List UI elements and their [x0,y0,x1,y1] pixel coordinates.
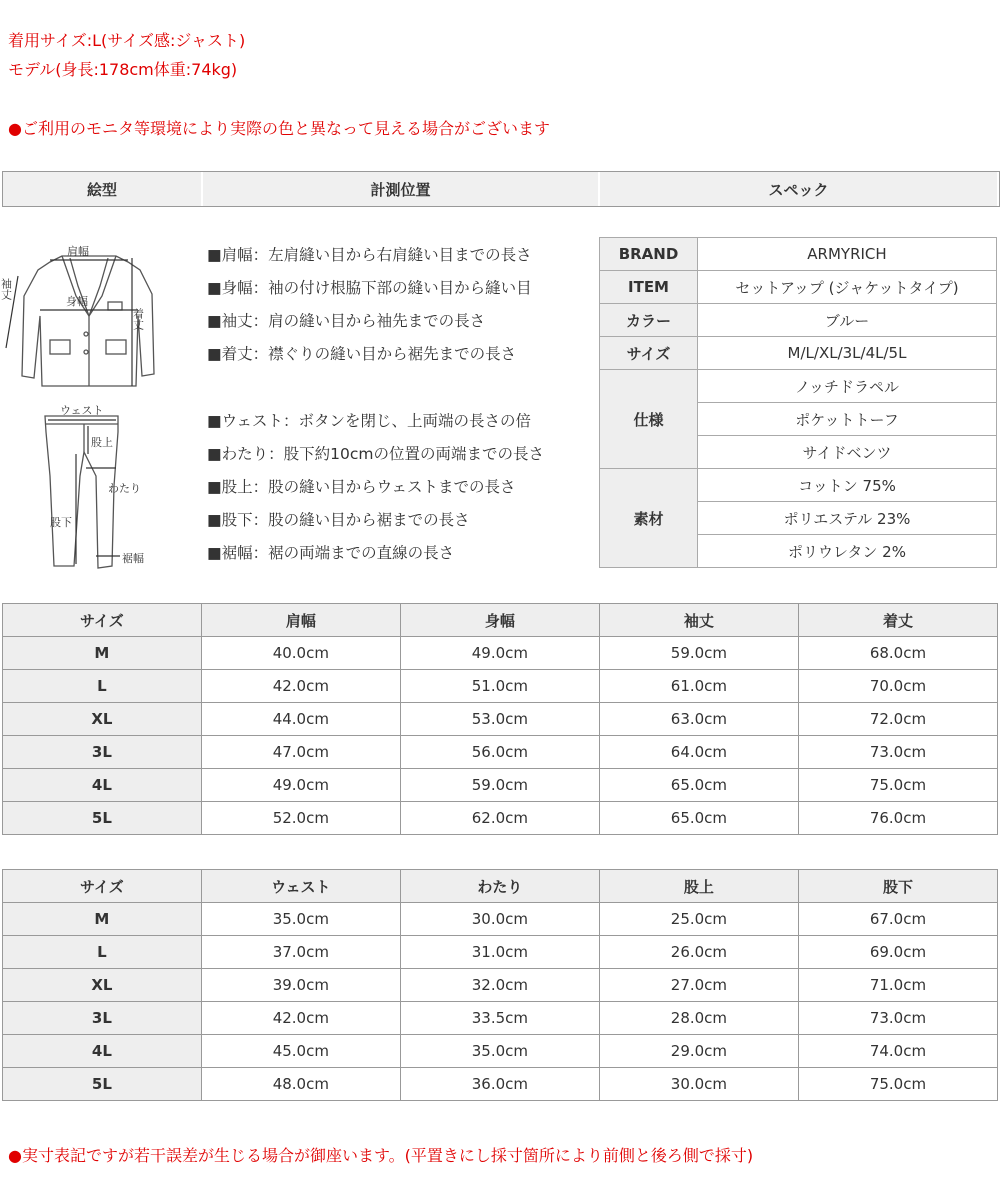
spec-table [599,237,997,568]
table-cell: 73.0cm [798,736,997,769]
size-cell: L [3,670,202,703]
column-header: サイズ [3,870,202,903]
table-cell: 64.0cm [599,736,798,769]
table-cell: 39.0cm [201,969,400,1002]
spec-value: ポリウレタン 2% [698,535,997,568]
table-cell: 75.0cm [798,1068,997,1101]
size-cell: XL [3,969,202,1002]
table-cell: 35.0cm [201,903,400,936]
size-cell: M [3,637,202,670]
table-cell: 67.0cm [798,903,997,936]
table-row [3,936,998,969]
garment-diagram [0,236,200,574]
column-header: 肩幅 [201,604,400,637]
label-body: 身幅 [66,295,88,308]
table-cell: 53.0cm [400,703,599,736]
table-cell: 69.0cm [798,936,997,969]
spec-row-size [600,337,997,370]
table-cell: 56.0cm [400,736,599,769]
column-header: 袖丈 [599,604,798,637]
size-cell: 5L [3,1068,202,1101]
header-spec: スペック [600,172,999,206]
label-hem: 裾幅 [122,552,144,565]
table-cell: 31.0cm [400,936,599,969]
table-row [3,969,998,1002]
measure-desc-rise: ■股上：股の縫い目からウェストまでの長さ [207,478,516,496]
table-cell: 59.0cm [599,637,798,670]
table-cell: 44.0cm [201,703,400,736]
table-row [3,802,998,835]
size-cell: 5L [3,802,202,835]
table-cell: 27.0cm [599,969,798,1002]
measure-desc-hem: ■裾幅：裾の両端までの直線の長さ [207,544,455,562]
header-illustration: 絵型 [3,172,203,206]
size-cell: XL [3,703,202,736]
spec-row-detail [600,370,997,403]
label-length: 着丈 [131,308,145,330]
column-header: 身幅 [400,604,599,637]
table-cell: 72.0cm [798,703,997,736]
color-note-text: ●ご利用のモニタ等環境により実際の色と異なって見える場合がございます [8,119,550,138]
measure-desc-inseam: ■股下：股の縫い目から裾までの長さ [207,511,470,529]
table-row [3,903,998,936]
table-cell: 65.0cm [599,802,798,835]
table-row [3,1068,998,1101]
label-inseam: 股下 [50,516,72,529]
table-header-row [3,870,998,903]
table-cell: 40.0cm [201,637,400,670]
size-cell: 3L [3,1002,202,1035]
spec-value: ARMYRICH [698,238,997,271]
table-cell: 74.0cm [798,1035,997,1068]
table-cell: 42.0cm [201,1002,400,1035]
table-cell: 52.0cm [201,802,400,835]
size-cell: 4L [3,1035,202,1068]
pants-size-table [2,869,998,1101]
table-cell: 62.0cm [400,802,599,835]
table-cell: 48.0cm [201,1068,400,1101]
spec-value: コットン 75% [698,469,997,502]
spec-value: ポケットトーフ [698,403,997,436]
size-cell: L [3,936,202,969]
table-cell: 68.0cm [798,637,997,670]
table-row [3,703,998,736]
spec-value: サイドベンツ [698,436,997,469]
measure-desc-sleeve: ■袖丈：肩の縫い目から袖先までの長さ [207,312,486,330]
table-cell: 36.0cm [400,1068,599,1101]
spec-value: ポリエステル 23% [698,502,997,535]
table-row [3,637,998,670]
size-worn-text: 着用サイズ:L(サイズ感:ジャスト) [8,31,246,50]
spec-key: サイズ [600,337,698,370]
header-measure-position: 計測位置 [203,172,600,206]
spec-key: カラー [600,304,698,337]
spec-key: BRAND [600,238,698,271]
size-cell: 4L [3,769,202,802]
table-cell: 76.0cm [798,802,997,835]
label-shoulder: 肩幅 [67,245,89,258]
measure-desc-body: ■身幅：袖の付け根脇下部の縫い目から縫い目 [207,279,532,297]
size-cell: M [3,903,202,936]
jacket-size-table [2,603,998,835]
table-cell: 75.0cm [798,769,997,802]
table-cell: 65.0cm [599,769,798,802]
spec-value: M/L/XL/3L/4L/5L [698,337,997,370]
measure-desc-shoulder: ■肩幅：左肩縫い目から右肩縫い目までの長さ [207,246,532,264]
table-cell: 63.0cm [599,703,798,736]
table-cell: 61.0cm [599,670,798,703]
footer-note-text: ●実寸表記ですが若干誤差が生じる場合が御座います。(平置きにし採寸箇所により前側と後ろ側で採寸) [8,1146,754,1165]
table-cell: 45.0cm [201,1035,400,1068]
table-cell: 37.0cm [201,936,400,969]
spec-value: ノッチドラペル [698,370,997,403]
table-row [3,736,998,769]
spec-key: 仕様 [600,370,698,469]
column-header: ウェスト [201,870,400,903]
table-cell: 30.0cm [400,903,599,936]
column-header: 股下 [798,870,997,903]
label-sleeve: 袖丈 [0,278,13,300]
spec-row-brand [600,238,997,271]
table-cell: 26.0cm [599,936,798,969]
table-row [3,670,998,703]
table-cell: 25.0cm [599,903,798,936]
label-rise: 股上 [91,436,113,449]
measure-desc-length: ■着丈：襟ぐりの縫い目から裾先までの長さ [207,345,517,363]
table-row [3,1002,998,1035]
model-info-text: モデル(身長:178cm体重:74kg) [8,60,238,79]
table-cell: 49.0cm [201,769,400,802]
spec-key: 素材 [600,469,698,568]
table-row [3,769,998,802]
table-cell: 59.0cm [400,769,599,802]
section-header-bar [2,171,1000,207]
table-cell: 29.0cm [599,1035,798,1068]
table-row [3,1035,998,1068]
table-cell: 73.0cm [798,1002,997,1035]
table-cell: 33.5cm [400,1002,599,1035]
size-cell: 3L [3,736,202,769]
column-header: 着丈 [798,604,997,637]
spec-key: ITEM [600,271,698,304]
spec-row-item [600,271,997,304]
spec-value: セットアップ (ジャケットタイプ) [698,271,997,304]
column-header: 股上 [599,870,798,903]
spec-row-material [600,469,997,502]
table-cell: 70.0cm [798,670,997,703]
table-cell: 71.0cm [798,969,997,1002]
table-cell: 35.0cm [400,1035,599,1068]
measure-desc-waist: ■ウェスト：ボタンを閉じ、上両端の長さの倍 [207,412,532,430]
table-cell: 49.0cm [400,637,599,670]
table-cell: 32.0cm [400,969,599,1002]
table-cell: 28.0cm [599,1002,798,1035]
spec-row-color [600,304,997,337]
table-cell: 51.0cm [400,670,599,703]
table-cell: 30.0cm [599,1068,798,1101]
label-waist: ウェスト [60,404,104,417]
jacket-measure-arrows [6,258,138,386]
column-header: わたり [400,870,599,903]
table-cell: 47.0cm [201,736,400,769]
column-header: サイズ [3,604,202,637]
spec-value: ブルー [698,304,997,337]
table-header-row [3,604,998,637]
measure-desc-thigh: ■わたり：股下約10cmの位置の両端までの長さ [207,445,544,463]
table-cell: 42.0cm [201,670,400,703]
label-thigh: わたり [108,482,141,495]
